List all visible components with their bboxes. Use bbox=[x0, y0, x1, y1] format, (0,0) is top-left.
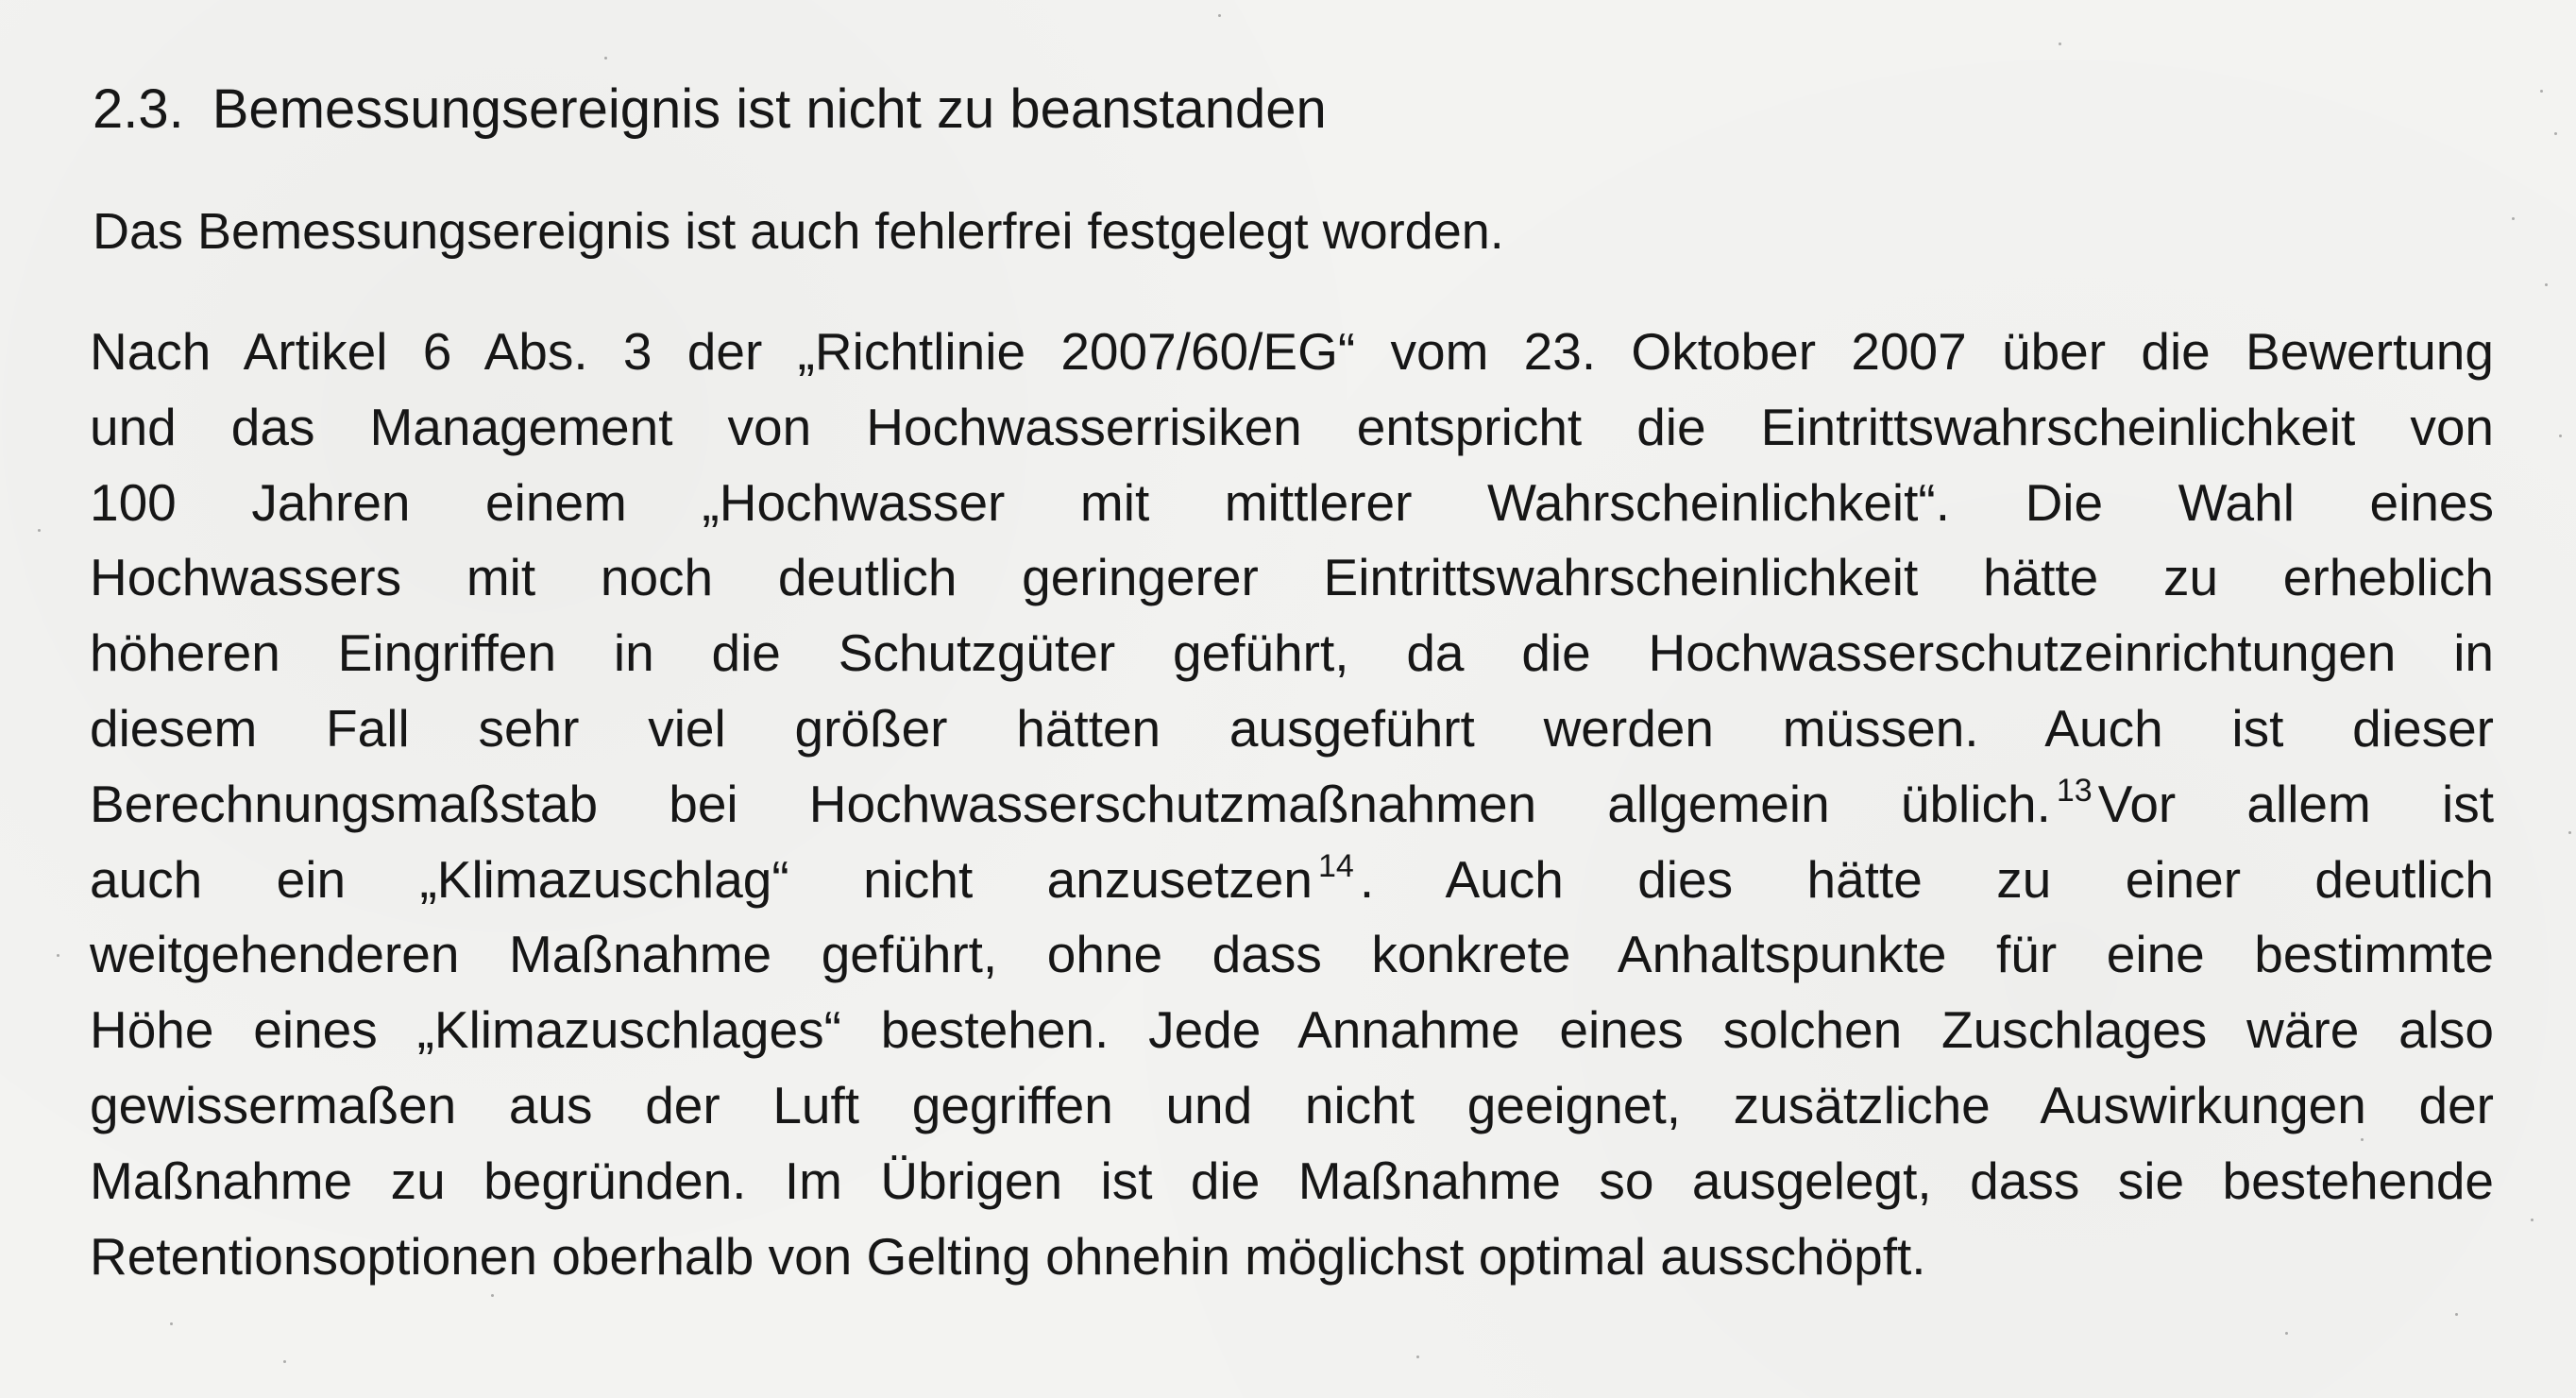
scan-speck bbox=[2285, 1332, 2288, 1335]
footnote-marker: 13 bbox=[2056, 772, 2093, 809]
line-text: auch ein „Klimazuschlag“ nicht anzusetzen bbox=[90, 849, 1313, 909]
scan-speck bbox=[604, 57, 607, 60]
line-text: Maßnahme zu begründen. Im Übrigen ist die Maßnahme so ausgelegt, dass sie bestehende bbox=[90, 1151, 2494, 1210]
footnote-marker: 14 bbox=[1317, 847, 1354, 884]
scan-speck bbox=[2483, 359, 2486, 362]
scan-speck bbox=[2361, 1138, 2364, 1141]
paragraph-line bbox=[90, 540, 2494, 616]
scan-speck bbox=[2568, 831, 2571, 834]
scan-speck bbox=[2059, 43, 2061, 45]
paragraph-line bbox=[90, 616, 2494, 691]
line-text: Retentionsoptionen oberhalb von Gelting ohnehin möglichst optimal ausschöpft. bbox=[90, 1226, 1926, 1286]
line-text: Nach Artikel 6 Abs. 3 der „Richtlinie 2007/60/EG“ vom 23. Oktober 2007 über die Bewertung bbox=[90, 322, 2494, 381]
paragraph-line bbox=[90, 993, 2494, 1068]
line-text: weitgehenderen Maßnahme geführt, ohne dass konkrete Anhaltspunkte für eine bestimmte bbox=[90, 925, 2494, 984]
line-text: Berechnungsmaßstab bei Hochwasserschutzmaßnahmen allgemein üblich. bbox=[90, 774, 2051, 833]
paragraph-line bbox=[90, 390, 2494, 466]
line-text: Höhe eines „Klimazuschlages“ bestehen. Jede Annahme eines solchen Zuschlages wäre also bbox=[90, 1000, 2494, 1060]
scan-speck bbox=[2540, 90, 2543, 93]
intro-sentence: Das Bemessungsereignis ist auch fehlerfrei festgelegt worden. bbox=[93, 203, 1504, 260]
paragraph-line bbox=[90, 315, 2494, 390]
paragraph-line bbox=[90, 917, 2494, 993]
scan-speck bbox=[2512, 217, 2515, 220]
paragraph-line bbox=[90, 767, 2494, 843]
paragraph-line bbox=[90, 691, 2494, 767]
paragraph-line bbox=[90, 1219, 2494, 1295]
scan-speck bbox=[57, 954, 59, 957]
scan-speck bbox=[38, 529, 41, 532]
line-text: Vor allem ist bbox=[2097, 774, 2494, 833]
scan-speck bbox=[283, 1360, 286, 1363]
line-text: und das Management von Hochwasserrisiken entspricht die Eintrittswahrscheinlichkeit von bbox=[90, 397, 2494, 456]
paragraph-line bbox=[90, 843, 2494, 918]
body-paragraph bbox=[90, 315, 2494, 1294]
section-title: Bemessungsereignis ist nicht zu beanstanden bbox=[212, 78, 1327, 140]
paragraph-line bbox=[90, 1144, 2494, 1219]
scan-speck bbox=[2531, 1219, 2534, 1221]
scan-speck bbox=[2545, 283, 2548, 286]
scan-speck bbox=[491, 1294, 494, 1297]
scan-speck bbox=[170, 1322, 173, 1325]
paragraph-line bbox=[90, 1068, 2494, 1144]
section-number: 2.3. bbox=[93, 78, 184, 140]
line-text: höheren Eingriffen in die Schutzgüter geführt, da die Hochwasserschutzeinrichtungen in bbox=[90, 623, 2494, 683]
section-heading bbox=[93, 77, 1327, 141]
scan-speck bbox=[2559, 435, 2562, 437]
line-text: Hochwassers mit noch deutlich geringerer Eintrittswahrscheinlichkeit hätte zu erheblich bbox=[90, 548, 2494, 607]
line-text: diesem Fall sehr viel größer hätten ausgeführt werden müssen. Auch ist dieser bbox=[90, 698, 2494, 758]
scan-speck bbox=[1416, 1355, 1419, 1358]
scan-speck bbox=[2455, 1313, 2458, 1316]
scan-speck bbox=[1218, 14, 1221, 17]
line-text: gewissermaßen aus der Luft gegriffen und nicht geeignet, zusätzliche Auswirkungen der bbox=[90, 1075, 2494, 1134]
paragraph-line bbox=[90, 466, 2494, 541]
scan-speck bbox=[2554, 132, 2557, 135]
line-text: . Auch dies hätte zu einer deutlich bbox=[1359, 849, 2494, 909]
line-text: 100 Jahren einem „Hochwasser mit mittlerer Wahrscheinlichkeit“. Die Wahl eines bbox=[90, 472, 2494, 532]
